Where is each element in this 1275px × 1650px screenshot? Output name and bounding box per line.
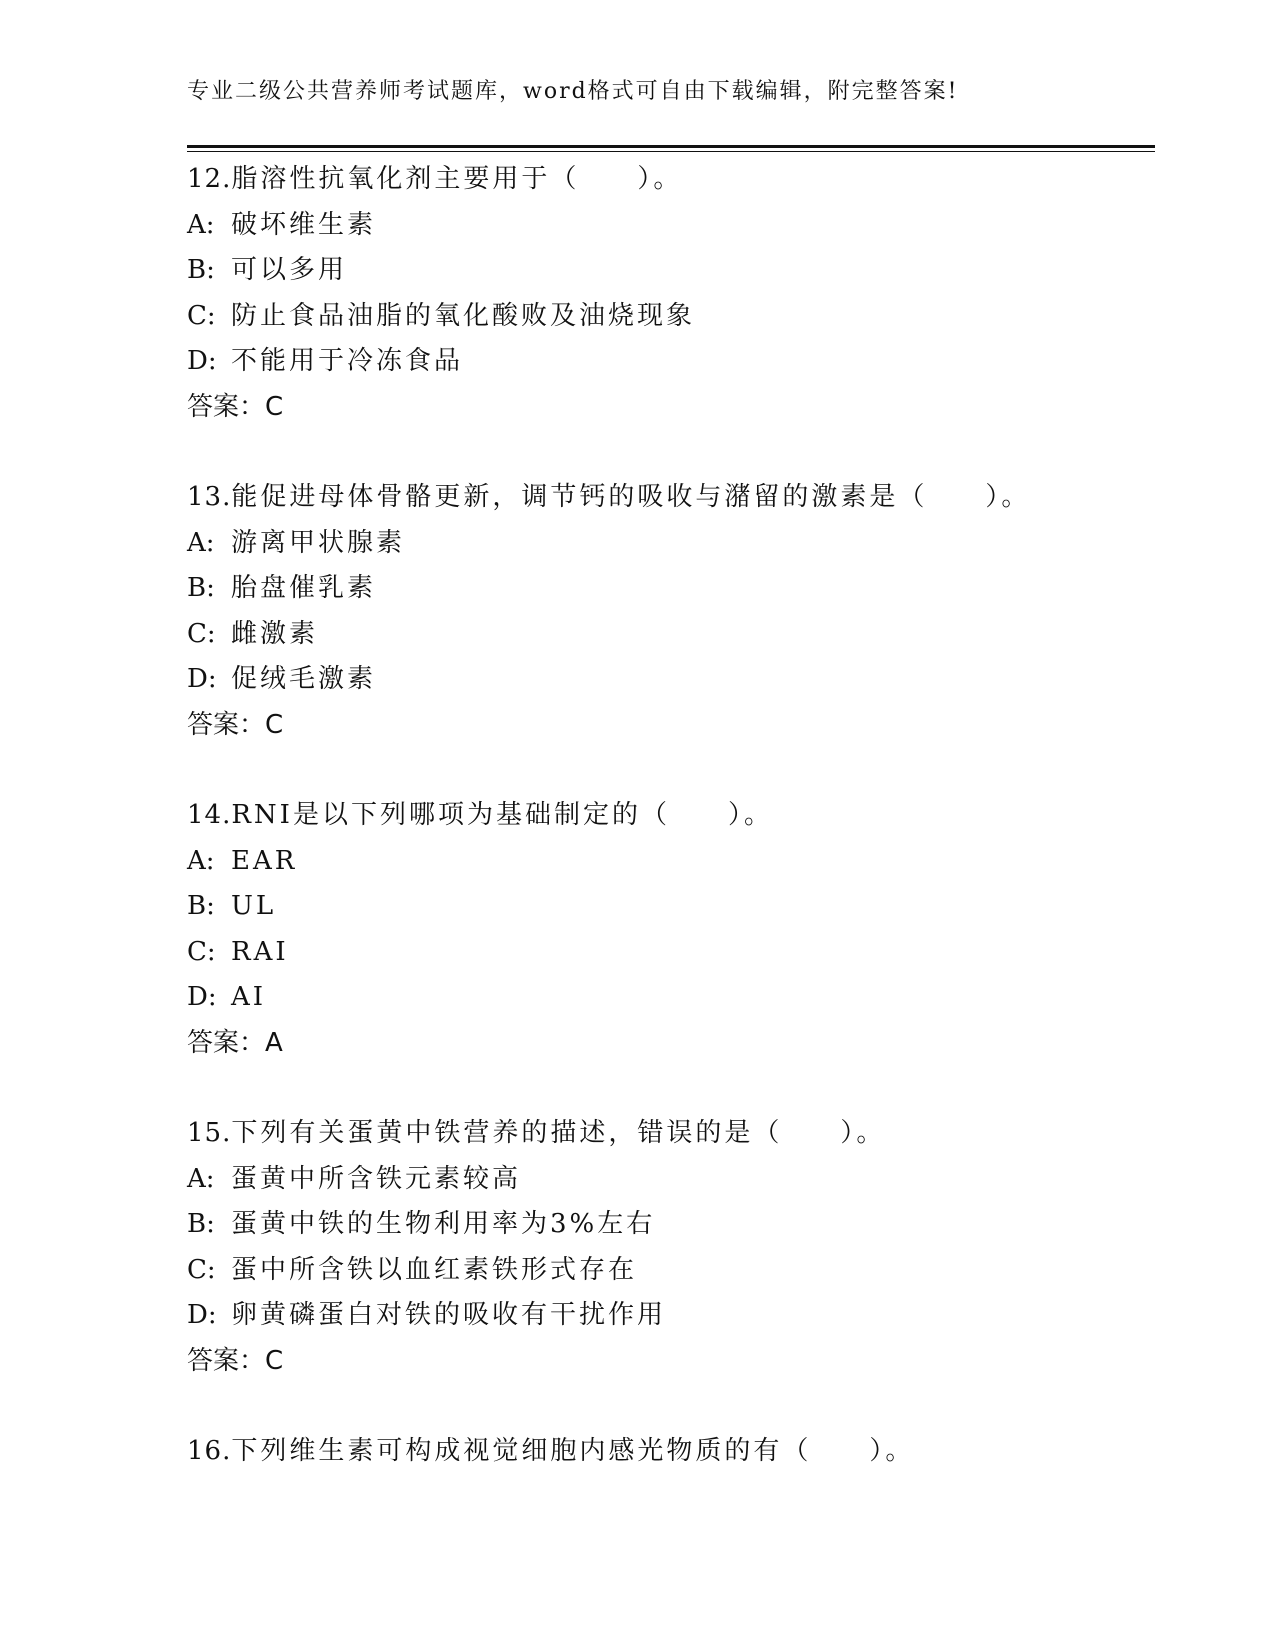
question-number: 13. [187,482,232,512]
header-divider-thick [187,145,1155,148]
option-text: UL [231,891,277,921]
option-key: C: [187,618,216,649]
option-key: D: [187,346,217,376]
option-text: 蛋黄中所含铁元素较高 [231,1163,522,1194]
question-text: RNI是以下列哪项为基础制定的（ ）。 [231,800,773,830]
answer-line: 答案：C [187,391,284,422]
option-text: 蛋中所含铁以血红素铁形式存在 [231,1254,638,1285]
option-a [187,521,1155,567]
option-key: D: [187,982,217,1012]
question-12 [187,157,1155,430]
question-stem [187,793,1155,839]
question-stem [187,475,1155,521]
option-d [187,1293,1155,1339]
option-c [187,612,1155,658]
question-list [187,157,1155,1475]
question-text: 能促进母体骨骼更新，调节钙的吸收与潴留的激素是（ ）。 [231,482,1031,512]
option-key: B: [187,891,215,921]
option-text: 游离甲状腺素 [231,527,406,558]
question-number: 15. [187,1118,232,1148]
question-14 [187,793,1155,1066]
option-key: A: [187,845,215,876]
option-key: C: [187,300,216,331]
option-key: A: [187,1163,215,1194]
option-text: 蛋黄中铁的生物利用率为3%左右 [231,1209,656,1239]
question-spacer [187,748,1155,793]
question-number: 16. [187,1436,232,1466]
option-text: EAR [231,845,298,876]
question-text: 下列维生素可构成视觉细胞内感光物质的有（ ）。 [231,1436,915,1466]
question-text: 下列有关蛋黄中铁营养的描述，错误的是（ ）。 [231,1118,886,1148]
option-c [187,1248,1155,1294]
option-d [187,657,1155,703]
option-text: 防止食品油脂的氧化酸败及油烧现象 [231,300,696,331]
option-c [187,930,1155,976]
question-spacer [187,1384,1155,1429]
answer-line: 答案：A [187,1027,283,1058]
question-spacer [187,430,1155,475]
option-d [187,339,1155,385]
question-stem [187,1429,1155,1475]
option-b [187,248,1155,294]
option-key: A: [187,527,215,558]
question-16 [187,1429,1155,1475]
option-c [187,294,1155,340]
question-15 [187,1111,1155,1384]
option-key: B: [187,255,215,285]
option-text: 促绒毛激素 [231,664,377,694]
option-text: 可以多用 [231,255,348,285]
option-key: B: [187,1209,215,1239]
option-key: D: [187,664,217,694]
question-13 [187,475,1155,748]
question-spacer [187,1066,1155,1111]
option-text: 破坏维生素 [231,209,377,240]
header-divider-thin [187,151,1155,152]
option-text: RAI [231,936,289,967]
page-header: 专业二级公共营养师考试题库，word格式可自由下载编辑，附完整答案! [187,79,959,104]
question-stem [187,157,1155,203]
option-text: 雌激素 [231,618,319,649]
answer-line: 答案：C [187,1345,284,1376]
option-b [187,1202,1155,1248]
answer-line: 答案：C [187,709,284,740]
option-text: 不能用于冷冻食品 [231,346,464,376]
option-key: A: [187,209,215,240]
option-text: 胎盘催乳素 [231,573,377,603]
option-a [187,203,1155,249]
option-text: 卵黄磷蛋白对铁的吸收有干扰作用 [231,1300,667,1330]
question-number: 14. [187,800,232,830]
option-key: C: [187,1254,216,1285]
option-b [187,884,1155,930]
option-b [187,566,1155,612]
question-number: 12. [187,164,232,194]
option-a [187,839,1155,885]
option-key: D: [187,1300,217,1330]
option-text: AI [231,982,267,1012]
option-a [187,1157,1155,1203]
option-key: B: [187,573,215,603]
option-d [187,975,1155,1021]
option-key: C: [187,936,216,967]
question-text: 脂溶性抗氧化剂主要用于（ ）。 [231,164,683,194]
question-stem [187,1111,1155,1157]
